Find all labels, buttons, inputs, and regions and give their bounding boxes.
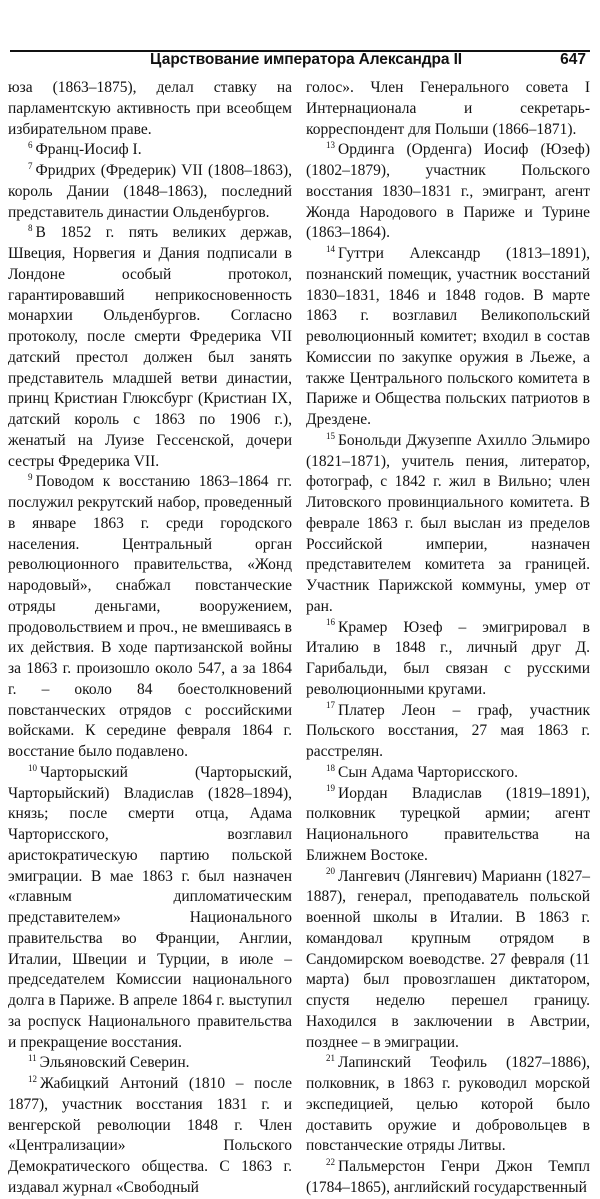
footnote-text: Чарторыский (Чарторыский, Чарторыйский) Владислав (1828–1894), князь; после смерти отца, Адама Чарторисского, возглавил аристократическую партию польской эмиграции. В мае 1863 г. был назначен «главным дипломатическим представителем» Национального правительства во Франции, Англии, Италии, Швеции и Турции, в июле – председателем Комиссии национального долга в Париже. В апреле 1864 г. выступил за роспуск Национального правительства и прекращение восстания.: [8, 763, 292, 1051]
footnote-text: Лапинский Теофиль (1827–1886), полковник, в 1863 г. руководил морской экспедицией, целью которой было доставить оружие и добровольцев в повстанческие отряды Литвы.: [306, 1054, 590, 1155]
footnote-number: 15: [326, 430, 335, 441]
footnote-text: Эльяновский Северин.: [39, 1054, 190, 1072]
footnote-number: 11: [28, 1053, 37, 1064]
footnote-number: 7: [28, 160, 33, 171]
footnote-text: Лангевич (Лянгевич) Марианн (1827–1887), генерал, преподаватель польской военной школы в Италии. В 1863 г. командовал крупным отрядом в Сандомирском воеводстве. 27 февраля (11 марта) был провозглашен диктатором, спустя неделю перешел границу. Находился в заключении в Австрии, позднее – в эмиграции.: [306, 867, 590, 1051]
header-rule: [10, 50, 590, 52]
running-title: Царствование императора Александра II: [150, 51, 463, 68]
footnote-number: 10: [28, 762, 37, 773]
footnote-21: [306, 1053, 590, 1157]
footnote-number: 22: [326, 1156, 335, 1167]
footnote-text: Крамер Юзеф – эмигрировал в Италию в 1848 г., личный друг Д. Гарибальди, был связан с русскими революционными кругами.: [306, 618, 590, 698]
footnote-text: юза (1863–1875), делал ставку на парламентскую активность при всеобщем избирательном праве.: [8, 79, 292, 138]
footnote-text: голос». Член Генерального совета I Интернационала и секретарь-корреспондент для Польши (1866–1871).: [306, 79, 590, 138]
footnote-text: Иордан Владислав (1819–1891), полковник турецкой армии; агент Национального правительства на Ближнем Востоке.: [306, 784, 590, 864]
footnote-text: В 1852 г. пять великих держав, Швеция, Норвегия и Дания подписали в Лондоне особый протокол, гарантировавший неприкосновенность монархии Ольденбургов. Согласно протоколу, после смерти Фредерика VII датский престол должен был занять представитель младшей ветви династии, принц Кристиан Глюксбург (Кристиан IX, датский король с 1863 по 1906 г.), женатый на Луизе Гессенской, дочери сестры Фредерика VII.: [8, 224, 292, 470]
footnote-17: [306, 701, 590, 763]
footnote-number: 8: [28, 223, 33, 234]
page-number: 647: [560, 51, 586, 68]
footnote-text: Пальмерстон Генри Джон Темпл (1784–1865), английский государственный: [306, 1158, 590, 1196]
footnote-15: [306, 431, 590, 618]
footnote-number: 13: [326, 140, 335, 151]
left-column: [8, 78, 292, 1199]
right-column: [306, 78, 590, 1199]
footnote-8: [8, 223, 292, 472]
footnote-22: [306, 1157, 590, 1199]
footnote-text: Бонольди Джузеппе Ахилло Эльмиро (1821–1871), учитель пения, литератор, фотограф, с 1842 г. жил в Вильно; член Литовского провинциального комитета. В феврале 1863 г. был выслан из пределов Российской империи, назначен представителем комитета за границей. Участник Парижской коммуны, умер от ран.: [306, 431, 590, 615]
footnote-number: 9: [28, 472, 33, 483]
footnote-number: 19: [326, 783, 335, 794]
footnote-continuation: [306, 78, 590, 140]
footnote-10: [8, 763, 292, 1054]
footnote-number: 12: [28, 1073, 37, 1084]
footnote-number: 14: [326, 243, 335, 254]
footnote-14: [306, 244, 590, 431]
footnote-number: 17: [326, 700, 335, 711]
footnote-13: [306, 140, 590, 244]
footnote-20: [306, 867, 590, 1054]
footnote-16: [306, 618, 590, 701]
footnote-19: [306, 784, 590, 867]
footnote-12: [8, 1074, 292, 1199]
footnote-text: Франц-Иосиф I.: [35, 141, 142, 159]
footnote-number: 16: [326, 617, 335, 628]
footnote-7: [8, 161, 292, 223]
footnote-6: [8, 140, 292, 161]
footnote-text: Фридрих (Фредерик) VII (1808–1863), король Дании (1848–1863), последний представитель династии Ольденбургов.: [8, 162, 292, 221]
footnote-text: Гуттри Александр (1813–1891), познанский помещик, участник восстаний 1830–1831, 1846 и 1848 годов. В марте 1863 г. возглавил Великопольский революционный комитет; входил в состав Комиссии по закупке оружия в Льеже, а также Центрального польского комитета в Париже и Общества польских патриотов в Дрездене.: [306, 245, 590, 428]
footnote-9: [8, 472, 292, 763]
footnote-text: Жабицкий Антоний (1810 – после 1877), участник восстания 1831 г. и венгерской революции 1848 г. Член «Централизации» Польского Демократического общества. С 1863 г. издавал журнал «Свободный: [8, 1075, 292, 1196]
footnote-text: Ординга (Орденга) Иосиф (Юзеф) (1802–1879), участник Польского восстания 1830–1831 г., эмигрант, агент Жонда Народового в Париже и Турине (1863–1864).: [306, 141, 590, 242]
running-header: [0, 0, 600, 78]
footnote-text: Сын Адама Чарторисского.: [338, 763, 519, 781]
footnote-number: 18: [326, 762, 335, 773]
footnote-text: Платер Леон – граф, участник Польского восстания, 27 мая 1863 г. расстрелян.: [306, 701, 590, 760]
footnote-18: [306, 763, 590, 784]
footnote-continuation: [8, 78, 292, 140]
footnote-number: 6: [28, 140, 33, 151]
footnote-text: Поводом к восстанию 1863–1864 гг. послужил рекрутский набор, проведенный в январе 1863 г. среди городского населения. Центральный орган революционного правительства, «Жонд народовый», снабжал повстанческие отряды деньгами, вооружением, продовольствием и проч., не вмешиваясь в их действия. В ходе партизанской войны за 1863 г. произошло около 547, а за 1864 г. – около 84 боестолкновений повстанческих отрядов с российскими войсками. К середине февраля 1864 г. восстание было подавлено.: [8, 473, 292, 760]
footnote-number: 20: [326, 866, 335, 877]
footnote-number: 21: [326, 1053, 335, 1064]
footnote-11: [8, 1053, 292, 1074]
